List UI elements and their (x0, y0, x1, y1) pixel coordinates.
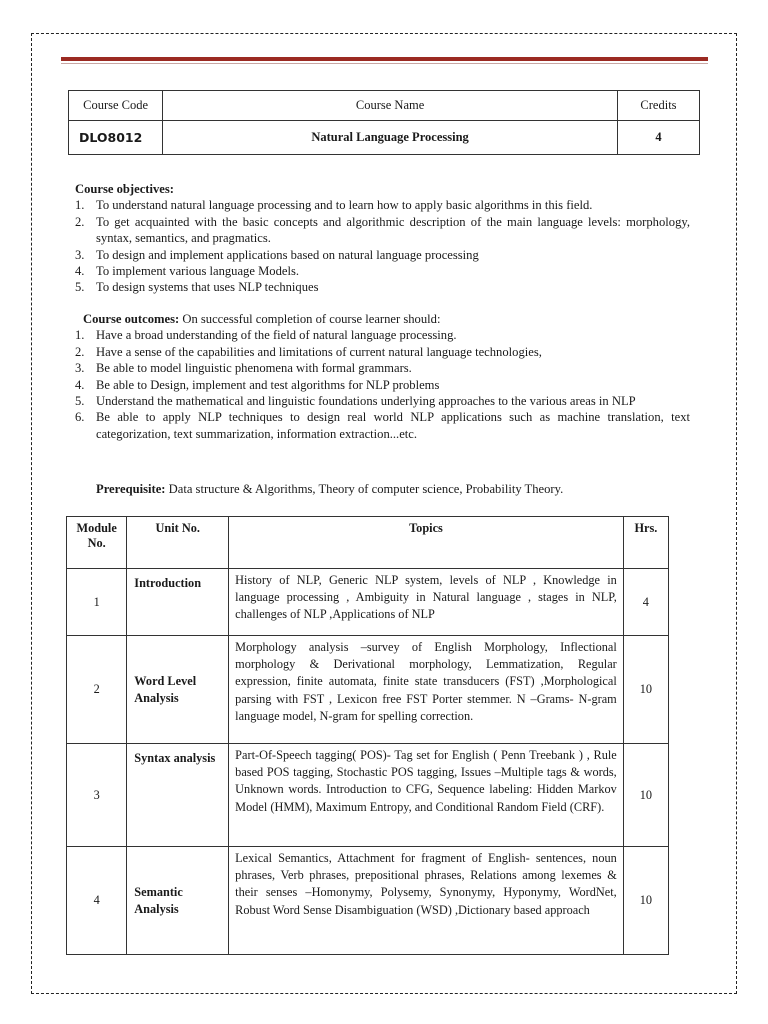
course-info-table (68, 90, 700, 155)
list-item: 3. To design and implement applications based on natural language processing (75, 247, 479, 262)
list-item: 4. Be able to Design, implement and test algorithms for NLP problems (75, 377, 440, 392)
course-objectives (75, 181, 690, 296)
outcomes-intro (75, 311, 690, 327)
topics-cell: Lexical Semantics, Attachment for fragment of English- sentences, noun phrases, Verb phrases, prepositional phrases, Relations among lexemes & their senses –Homonymy, Polysemy, Synonymy, Hyponymy, WordNet, Robust Word Sense Disambiguation (WSD) ,Dictionary based approach (229, 847, 624, 955)
table-row (67, 636, 669, 744)
outcomes-list (75, 327, 690, 442)
list-item: 2. To get acquainted with the basic concepts and algorithmic description of the main language levels: morphology, syntax, semantics, and pragmatics. (75, 214, 690, 246)
module-number: 2 (67, 636, 127, 744)
credits-value: 4 (617, 121, 699, 155)
hours-cell: 4 (623, 569, 668, 636)
prerequisite (96, 482, 563, 497)
unit-name: Syntax analysis (127, 744, 229, 847)
list-item: 3. Be able to model linguistic phenomena with formal grammars. (75, 361, 412, 376)
table-row (67, 744, 669, 847)
list-item: 2. Have a sense of the capabilities and limitations of current natural language technologies, (75, 344, 542, 359)
course-name-header: Course Name (163, 91, 618, 121)
course-code-value: DLO8012 (69, 121, 163, 155)
topics-cell: Morphology analysis –survey of English Morphology, Inflectional morphology & Derivational morphology, Lemmatization, Regular expression, finite automata, finite state transducers (FST) ,Morphological parsing with FST , Lexicon free FST Porter stemmer. N –Grams- N-gram language model, N-gram for spelling correction. (229, 636, 624, 744)
table-header-row (67, 517, 669, 569)
table-row (67, 569, 669, 636)
unit-header: Unit No. (127, 517, 229, 569)
module-number: 3 (67, 744, 127, 847)
list-item: 1. Have a broad understanding of the field of natural language processing. (75, 328, 457, 343)
prerequisite-label: Prerequisite: (96, 482, 166, 496)
list-item: 5. Understand the mathematical and linguistic foundations underlying approaches to the various areas in NLP (75, 394, 636, 409)
prerequisite-text: Data structure & Algorithms, Theory of computer science, Probability Theory. (165, 482, 564, 496)
list-item: 4. To implement various language Models. (75, 264, 300, 279)
unit-name: Word Level Analysis (127, 636, 229, 744)
objectives-heading: Course objectives: (75, 182, 174, 196)
table-row (67, 847, 669, 955)
hrs-header: Hrs. (623, 517, 668, 569)
list-item: 1. To understand natural language processing and to learn how to apply basic algorithms in this field. (75, 198, 593, 213)
outcomes-lead: On successful completion of course learner should: (182, 312, 441, 326)
hours-cell: 10 (623, 636, 668, 744)
hours-cell: 10 (623, 744, 668, 847)
topics-cell: Part-Of-Speech tagging( POS)- Tag set for English ( Penn Treebank ) , Rule based POS tagging, Stochastic POS tagging, Issues –Multiple tags & words, Unknown words. Introduction to CFG, Sequence labeling: Hidden Markov Model (HMM), Maximum Entropy, and Conditional Random Field (CRF). (229, 744, 624, 847)
module-number: 1 (67, 569, 127, 636)
list-item: 6. Be able to apply NLP techniques to design real world NLP applications such as machine translation, text categorization, text summarization, information extraction...etc. (75, 410, 690, 441)
module-header: Module No. (67, 517, 127, 569)
list-item: 5. To design systems that uses NLP techniques (75, 280, 319, 295)
header-rule-shadow (61, 63, 708, 64)
outcomes-heading: Course outcomes: (83, 312, 180, 326)
topics-header: Topics (229, 517, 624, 569)
topics-cell: History of NLP, Generic NLP system, levels of NLP , Knowledge in language processing , Ambiguity in Natural language , stages in NLP, challenges of NLP ,Applications of NLP (229, 569, 624, 636)
syllabus-table (66, 516, 669, 955)
course-name-value: Natural Language Processing (163, 121, 618, 155)
course-code-header: Course Code (69, 91, 163, 121)
course-outcomes (75, 311, 690, 442)
unit-name: Introduction (127, 569, 229, 636)
hours-cell: 10 (623, 847, 668, 955)
header-rule (61, 57, 708, 61)
objectives-list (75, 197, 690, 295)
credits-header: Credits (617, 91, 699, 121)
module-number: 4 (67, 847, 127, 955)
unit-name: Semantic Analysis (127, 847, 229, 955)
